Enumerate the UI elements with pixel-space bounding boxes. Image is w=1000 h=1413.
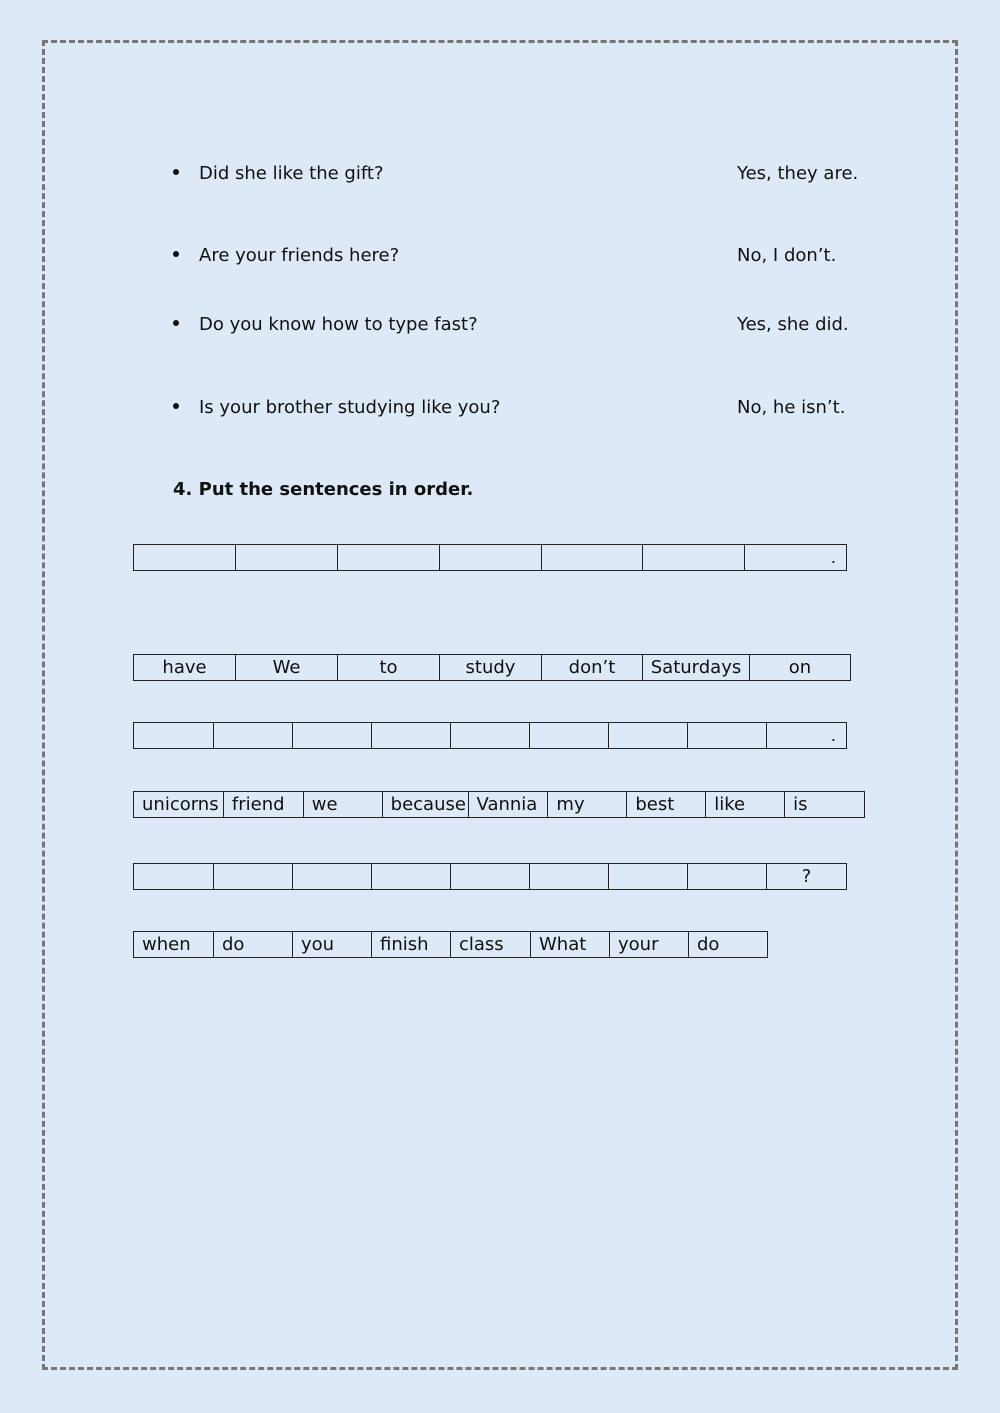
question-2 [173, 245, 399, 267]
word-tile: Vannia [469, 792, 549, 817]
answer-box[interactable] [530, 723, 609, 748]
answer-box[interactable] [338, 545, 440, 570]
word-row-3 [133, 931, 768, 958]
word-tile: like [706, 792, 785, 817]
answer-box[interactable] [767, 723, 847, 748]
answer-2: No, I don’t. [737, 245, 837, 266]
question-text: Are your friends here? [199, 245, 400, 266]
word-tile: friend [224, 792, 304, 817]
answer-box[interactable] [643, 545, 745, 570]
answer-box[interactable] [293, 864, 372, 889]
answer-box[interactable] [745, 545, 847, 570]
answer-box[interactable] [236, 545, 338, 570]
word-tile: What [531, 932, 610, 957]
answer-box[interactable] [767, 864, 847, 889]
word-tile: have [134, 655, 236, 680]
answer-row-3 [133, 863, 847, 890]
word-tile: best [627, 792, 706, 817]
end-punctuation: . [830, 726, 837, 745]
word-tile: We [236, 655, 338, 680]
answer-box[interactable] [542, 545, 643, 570]
word-tile: finish [372, 932, 451, 957]
word-tile: on [750, 655, 851, 680]
word-tile: don’t [542, 655, 643, 680]
answer-box[interactable] [134, 864, 214, 889]
answer-box[interactable] [609, 723, 688, 748]
word-row-2 [133, 791, 865, 818]
answer-3: Yes, she did. [737, 314, 849, 335]
bullet-icon [173, 169, 179, 175]
answer-box[interactable] [293, 723, 372, 748]
answer-box[interactable] [451, 723, 531, 748]
answer-box[interactable] [530, 864, 609, 889]
answer-row-2 [133, 722, 847, 749]
answer-box[interactable] [440, 545, 542, 570]
word-tile: do [689, 932, 768, 957]
answer-box[interactable] [609, 864, 688, 889]
answer-box[interactable] [372, 864, 451, 889]
word-tile: my [548, 792, 627, 817]
word-tile: because [383, 792, 469, 817]
word-tile: is [785, 792, 865, 817]
bullet-icon [173, 320, 179, 326]
question-text: Did she like the gift? [199, 163, 384, 184]
word-row-1 [133, 654, 851, 681]
word-tile: your [610, 932, 689, 957]
word-tile: we [304, 792, 383, 817]
word-tile: to [338, 655, 440, 680]
word-tile: study [440, 655, 542, 680]
section-heading: 4. Put the sentences in order. [173, 479, 474, 500]
bullet-icon [173, 251, 179, 257]
answer-box[interactable] [214, 864, 293, 889]
answer-4: No, he isn’t. [737, 397, 846, 418]
word-tile: Saturdays [643, 655, 750, 680]
word-tile: when [134, 932, 214, 957]
bullet-icon [173, 403, 179, 409]
answer-box[interactable] [134, 723, 214, 748]
word-tile: do [214, 932, 293, 957]
answer-row-1 [133, 544, 847, 571]
question-3 [173, 314, 478, 336]
answer-box[interactable] [134, 545, 236, 570]
answer-1: Yes, they are. [737, 163, 859, 184]
end-punctuation: ? [801, 866, 812, 887]
question-text: Do you know how to type fast? [199, 314, 478, 335]
question-4 [173, 397, 500, 419]
answer-box[interactable] [688, 864, 767, 889]
word-tile: you [293, 932, 372, 957]
answer-box[interactable] [688, 723, 767, 748]
answer-box[interactable] [214, 723, 293, 748]
end-punctuation: . [830, 548, 836, 567]
word-tile: unicorns [134, 792, 224, 817]
question-text: Is your brother studying like you? [199, 397, 501, 418]
answer-box[interactable] [372, 723, 451, 748]
word-tile: class [451, 932, 531, 957]
question-1 [173, 163, 384, 185]
answer-box[interactable] [451, 864, 531, 889]
page-border [42, 40, 958, 1370]
